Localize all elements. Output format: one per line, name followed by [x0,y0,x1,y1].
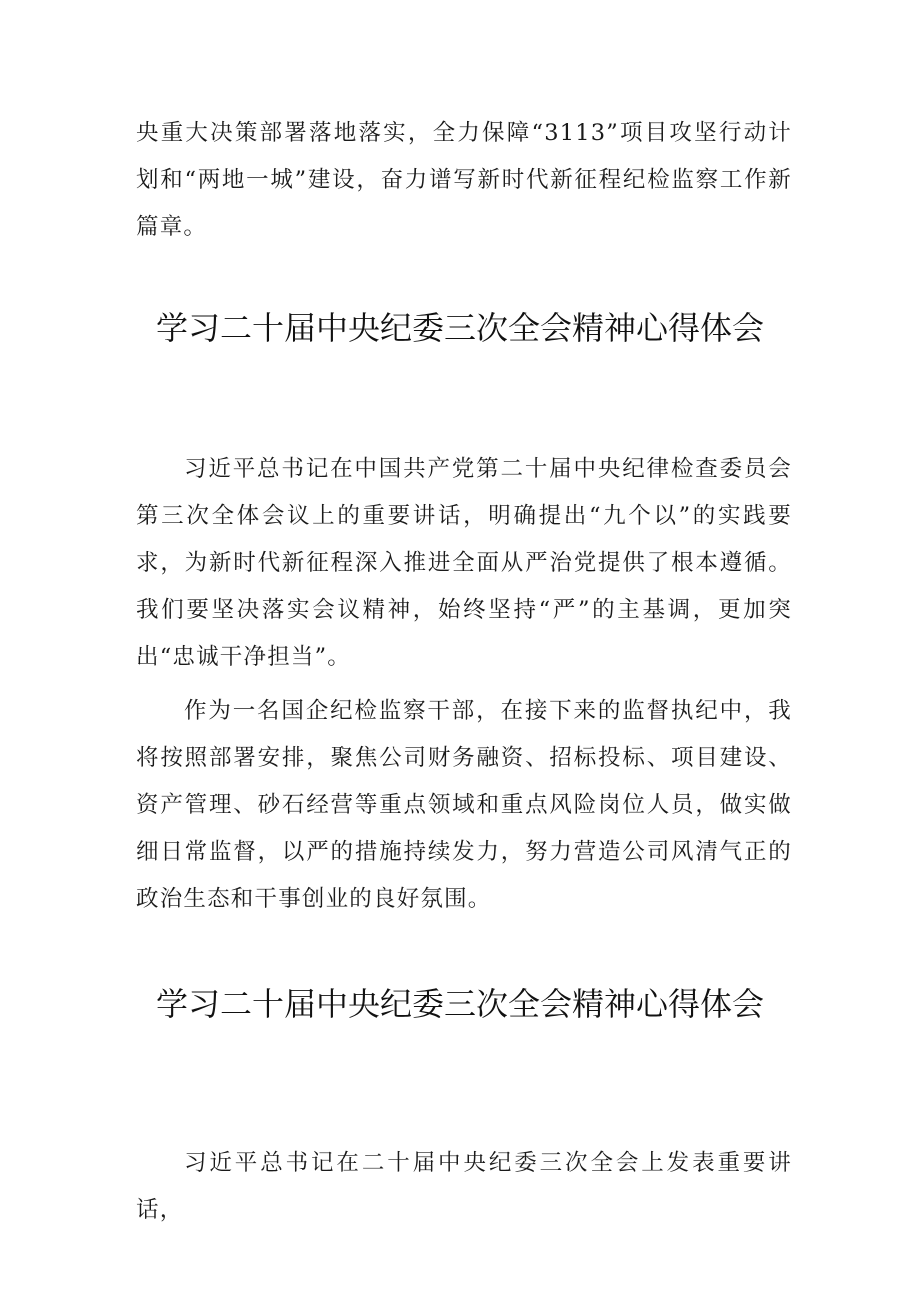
paragraph-speech-summary: 习近平总书记在中国共产党第二十届中央纪律检查委员会第三次全体会议上的重要讲话，明确提出“九个以”的实践要求，为新时代新征程深入推进全面从严治党提供了根本遵循。我们要坚决落实会议精神，始终坚持“严”的主基调，更加突出“忠诚干净担当”。 [136,456,792,670]
section-heading-1: 学习二十届中央纪委三次全会精神心得体会 [155,309,764,347]
paragraph-speech-intro: 习近平总书记在二十届中央纪委三次全会上发表重要讲话， [136,1150,792,1223]
paragraph-continuation: 央重大决策部署落地落实，全力保障“3113”项目攻坚行动计划和“两地一城”建设，奋力谱写新时代新征程纪检监察工作新篇章。 [136,120,792,240]
section-heading-2: 学习二十届中央纪委三次全会精神心得体会 [155,985,764,1023]
paragraph-personal-commitment: 作为一名国企纪检监察干部，在接下来的监督执纪中，我将按照部署安排，聚焦公司财务融资、招标投标、项目建设、资产管理、砂石经营等重点领域和重点风险岗位人员，做实做细日常监督，以严的措施持续发力，努力营造公司风清气正的政治生态和干事创业的良好氛围。 [136,698,792,912]
